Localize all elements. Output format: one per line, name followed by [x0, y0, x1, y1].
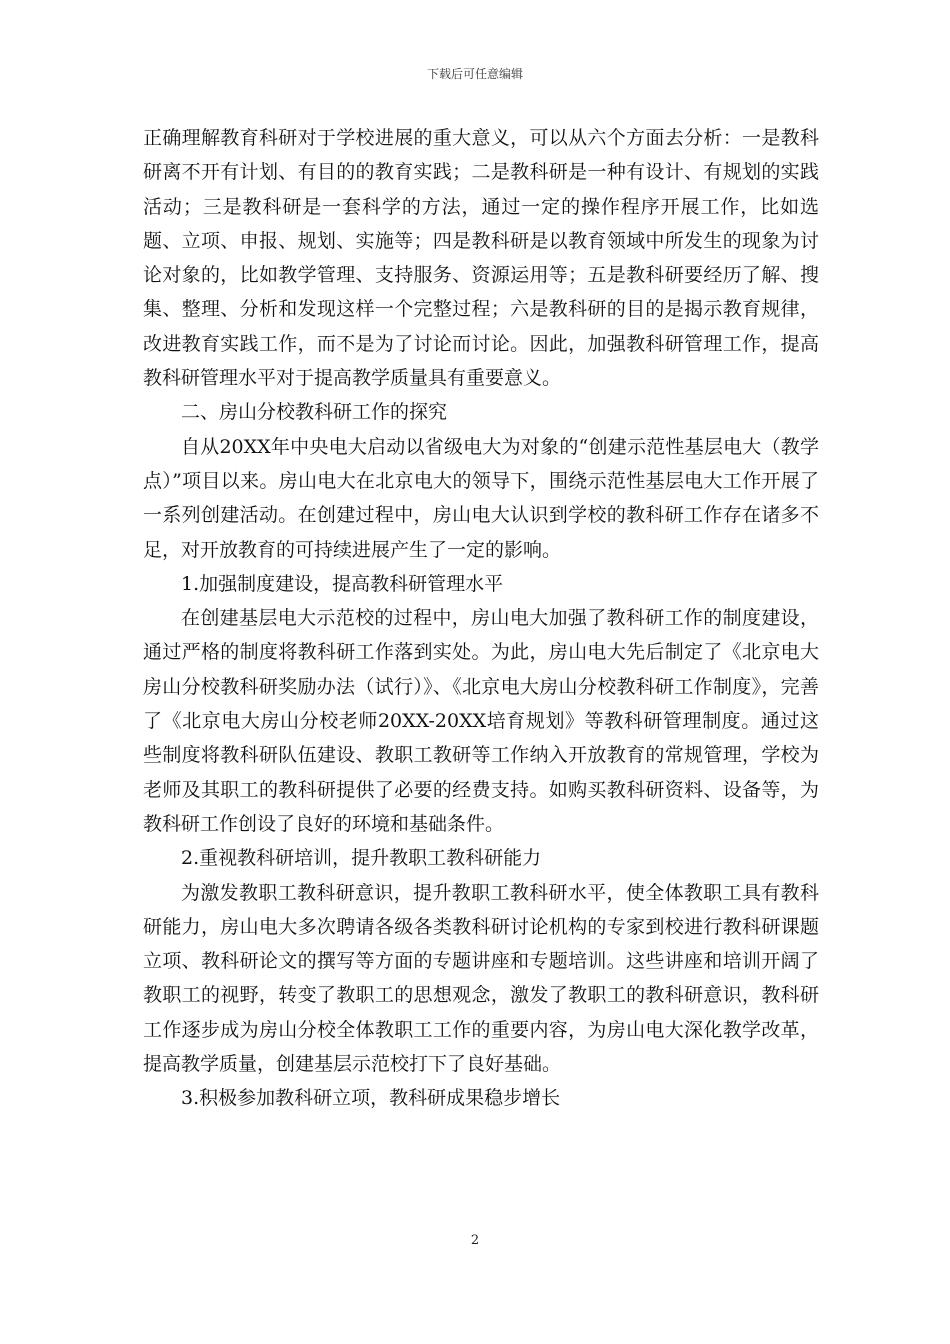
section-heading-fangshan-research: 二、房山分校教科研工作的探究 [181, 401, 448, 424]
paragraph-system-building: 在创建基层电大示范校的过程中，房山电大加强了教科研工作的制度建设，通过严格的制度将教科研工作落到实处。为此，房山电大先后制定了《北京电大房山分校教科研奖励办法（试行）》、《北京电大房山分校教科研工作制度》，完善了《北京电大房山分校老师20XX-20XX培育规划》等教科研管理制度。通过这些制度将教科研队伍建设、教职工教研等工作纳入开放教育的常规管理，学校为老师及其职工的教科研提供了必要的经费支持。如购买教科研资料、设备等，为教科研工作创设了良好的环境和基础条件。 [143, 607, 819, 835]
document-body [143, 121, 819, 1116]
paragraph-training: 为激发教职工教科研意识，提升教职工教科研水平，使全体教职工具有教科研能力，房山电大多次聘请各级各类教科研讨论机构的专家到校进行教科研课题立项、教科研论文的撰写等方面的专题讲座和专题培训。这些讲座和培训开阔了教职工的视野，转变了教职工的思想观念，激发了教职工的教科研意识，教科研工作逐步成为房山分校全体教职工工作的重要内容，为房山电大深化教学改革，提高教学质量，创建基层示范校打下了良好基础。 [143, 881, 819, 1076]
page-number: 2 [470, 1233, 480, 1248]
subheading-project-participation: 3.积极参加教科研立项，教科研成果稳步增长 [181, 1087, 561, 1110]
subheading-system-building: 1.加强制度建设，提高教科研管理水平 [181, 572, 504, 595]
paragraph-demonstration-project: 自从20XX年中央电大启动以省级电大为对象的“创建示范性基层电大（教学点）”项目以来。房山电大在北京电大的领导下，围绕示范性基层电大工作开展了一系列创建活动。在创建过程中，房山电大认识到学校的教科研工作存在诸多不足，对开放教育的可持续进展产生了一定的影响。 [143, 435, 819, 561]
page-header: 下载后可任意编辑 [426, 67, 523, 81]
paragraph-significance: 正确理解教育科研对于学校进展的重大意义，可以从六个方面去分析：一是教科研离不开有计划、有目的的教育实践；二是教科研是一种有设计、有规划的实践活动；三是教科研是一套科学的方法，通过一定的操作程序开展工作，比如选题、立项、申报、规划、实施等；四是教科研是以教育领域中所发生的现象为讨论对象的，比如教学管理、支持服务、资源运用等；五是教科研要经历了解、搜集、整理、分析和发现这样一个完整过程；六是教科研的目的是揭示教育规律，改进教育实践工作，而不是为了讨论而讨论。因此，加强教科研管理工作，提高教科研管理水平对于提高教学质量具有重要意义。 [143, 127, 819, 390]
subheading-training: 2.重视教科研培训，提升教职工教科研能力 [181, 847, 542, 870]
